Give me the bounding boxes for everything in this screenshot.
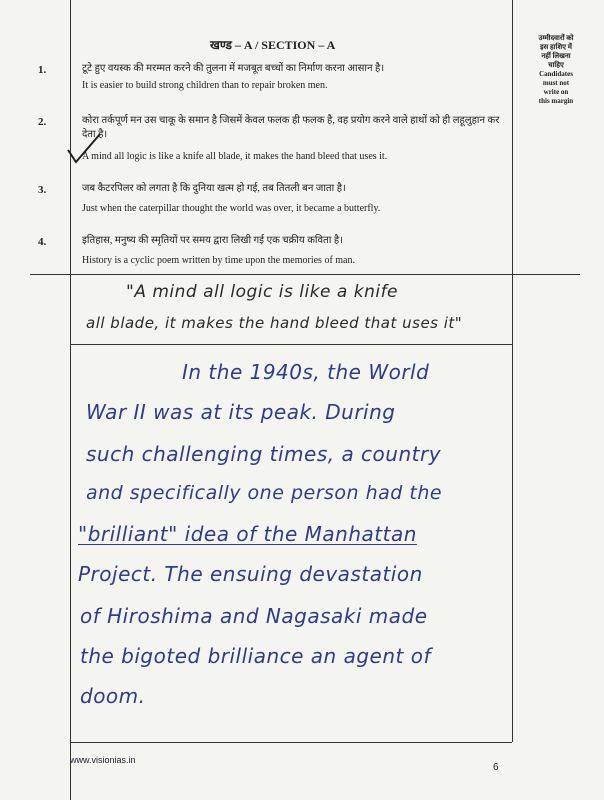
answer-quote-line-1: "A mind all logic is like a knife — [126, 282, 399, 302]
question-2 — [82, 114, 502, 164]
answer-line-9: doom. — [80, 684, 146, 708]
left-margin-line — [70, 0, 71, 800]
question-3-hindi: जब कैटरपिलर को लगता है कि दुनिया खत्म हो गई, तब तितली बन जाता है। — [82, 183, 346, 194]
question-3 — [82, 182, 502, 216]
right-margin-line — [512, 0, 513, 742]
question-4-hindi: इतिहास, मनुष्य की स्मृतियों पर समय द्वारा लिखी गई एक चक्रीय कविता है। — [82, 235, 343, 246]
question-1 — [82, 62, 502, 93]
answer-line-5: "brilliant" idea of the Manhattan — [78, 522, 417, 546]
footer-website: www.visionias.in — [70, 755, 136, 765]
question-2-english: A mind all logic is like a knife all blade, it makes the hand bleed that uses it. — [82, 151, 388, 162]
answer-line-3: such challenging times, a country — [86, 442, 442, 466]
tick-mark-icon — [64, 132, 104, 168]
answer-line-2: War II was at its peak. During — [86, 400, 396, 424]
question-4 — [82, 234, 502, 268]
footer-line — [70, 742, 512, 743]
answer-start-line — [30, 274, 580, 275]
question-4-english: History is a cyclic poem written by time upon the memories of man. — [82, 255, 355, 266]
question-3-english: Just when the caterpillar thought the world was over, it became a butterfly. — [82, 203, 381, 214]
quote-divider-line — [70, 344, 512, 345]
margin-note: उम्मीदवारों को इस हाशिए में नहीं लिखना चाहिए Candidates must not write on this margin — [538, 34, 574, 105]
answer-line-8: the bigoted brilliance an agent of — [80, 644, 431, 668]
page-number: 6 — [493, 762, 499, 773]
section-title: खण्ड – A / SECTION – A — [210, 38, 336, 52]
question-number-1: 1. — [38, 64, 47, 76]
answer-line-6: Project. The ensuing devastation — [78, 562, 423, 586]
question-number-4: 4. — [38, 236, 47, 248]
answer-line-1: In the 1940s, the World — [182, 360, 430, 384]
answer-line-7: of Hiroshima and Nagasaki made — [80, 604, 428, 628]
question-1-hindi: टूटे हुए वयस्क की मरम्मत करने की तुलना में मजबूत बच्चों का निर्माण करना आसान है। — [82, 63, 385, 74]
answer-line-4: and specifically one person had the — [86, 482, 443, 504]
question-number-3: 3. — [38, 184, 47, 196]
question-number-2: 2. — [38, 116, 47, 128]
question-2-hindi: कोरा तर्कपूर्ण मन उस चाकू के समान है जिसमें केवल फलक ही फलक है, वह प्रयोग करने वाले हाथों को ही लहूलुहान कर देता है। — [82, 115, 500, 140]
question-1-english: It is easier to build strong children than to repair broken men. — [82, 80, 328, 91]
answer-quote-line-2: all blade, it makes the hand bleed that uses it" — [86, 314, 463, 332]
